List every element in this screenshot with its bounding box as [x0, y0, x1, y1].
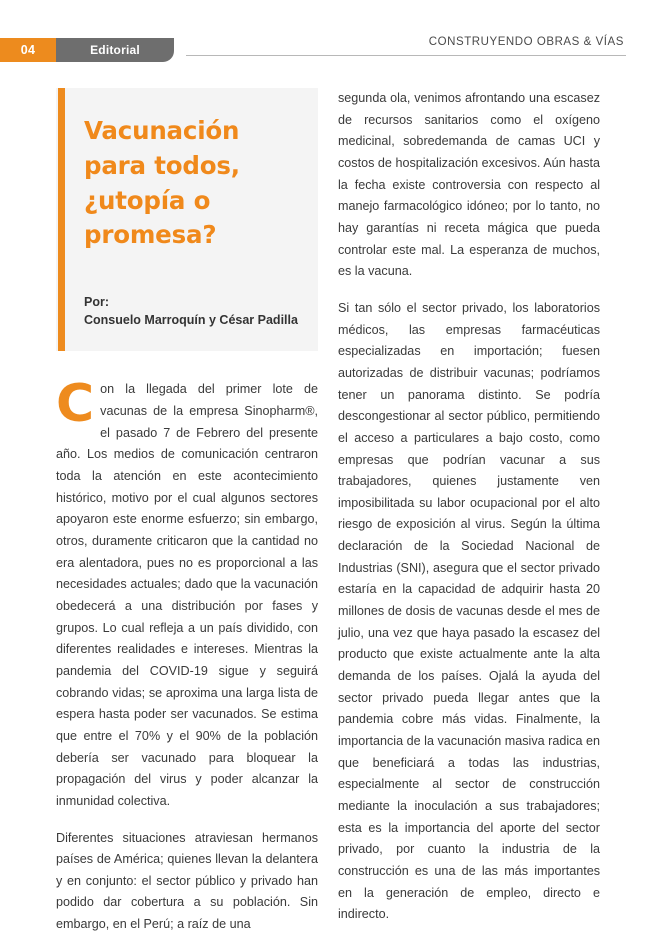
text-column-left	[56, 88, 318, 936]
article-title-block	[56, 88, 318, 351]
text-column-right	[338, 88, 600, 926]
body-paragraph: Con la llegada del primer lote de vacunas de la empresa Sinopharm®, el pasado 7 de Febrero del presente año. Los medios de comunicación centraron toda la atención en este acontecimiento histórico, motivo por el cual algunos sectores apoyaron este enorme esfuerzo; sin embargo, otros, duramente criticaron que la cantidad no era alentadora, pues no es proporcional a las necesidades actuales; dado que la vacunación obedecerá a una distribución por fases y grupos. Lo cual refleja a un país dividido, con diferentes realidades e intereses. Mientras la pandemia del COVID-19 sigue y seguirá cobrando vidas; se aproxima una larga lista de espera hasta poder ser vacunados. Se estima que entre el 70% y el 90% de la población debería ser vacunado para bloquear la propagación del virus y poder alcanzar la inmunidad colectiva.	[56, 374, 318, 808]
masthead-block	[186, 36, 626, 56]
orange-accent-bar	[58, 88, 65, 351]
body-paragraph: Diferentes situaciones atraviesan hermanos países de América; quienes llevan la delantera y en conjunto: el sector público y privado han podido dar cobertura a su población. Sin embargo, en el Perú; a raíz de una	[56, 830, 318, 932]
body-paragraph: segunda ola, venimos afrontando una escasez de recursos sanitarios como el oxígeno medicinal, sobredemanda de camas UCI y costos de hospitalización excesivos. Aún hasta la fecha existe controversia con respecto al manejo farmacológico idóneo; por lo tanto, no hay garantías ni receta mágica que pueda controlar este mal. La esperanza de muchos, es la vacuna.	[338, 91, 600, 279]
byline	[84, 293, 300, 329]
header-divider-rule	[186, 55, 626, 56]
section-label-tab: Editorial	[56, 38, 174, 62]
magazine-title: CONSTRUYENDO OBRAS & VÍAS	[428, 36, 624, 48]
byline-authors: Consuelo Marroquín y César Padilla	[84, 313, 298, 328]
body-paragraph: Si tan sólo el sector privado, los laboratorios médicos, las empresas farmacéuticas especializadas en importación; fuesen autorizadas de distribuir vacunas; podríamos tener un panorama distinto. Se podría descongestionar al sector público, permitiendo el acceso a particulares a bajo costo, como empresas que podrían vacunar a sus trabajadores, quienes justamente ven imposibilitada su labor ocupacional por el alto riesgo de exposición al virus. Según la última declaración de la Sociedad Nacional de Industrias (SNI), asegura que el sector privado estaría en la capacidad de adquirir hasta 20 millones de dosis de vacunas desde el mes de julio, una vez que haya pasado la escasez del producto que existe actualmente ante la alta demanda de los países. Ojalá la ayuda del sector privado pueda llegar antes que la pandemia cobre más vidas. Finalmente, la importancia de la vacunación masiva radica en que beneficiará a todas las industrias, especialmente al sector de construcción mediante la inoculación a sus trabajadores; esta es la importancia del aporte del sector privado, por cuanto la industria de la construcción es una de las más importantes en la generación de empleo, directo e indirecto.	[338, 300, 600, 922]
article-headline: Vacunación para todos, ¿utopía o promesa?	[84, 116, 240, 250]
page-number-badge: 04	[0, 38, 56, 62]
folio-tab-group	[0, 38, 174, 62]
byline-label: Por:	[84, 295, 109, 310]
page-header	[0, 0, 650, 72]
